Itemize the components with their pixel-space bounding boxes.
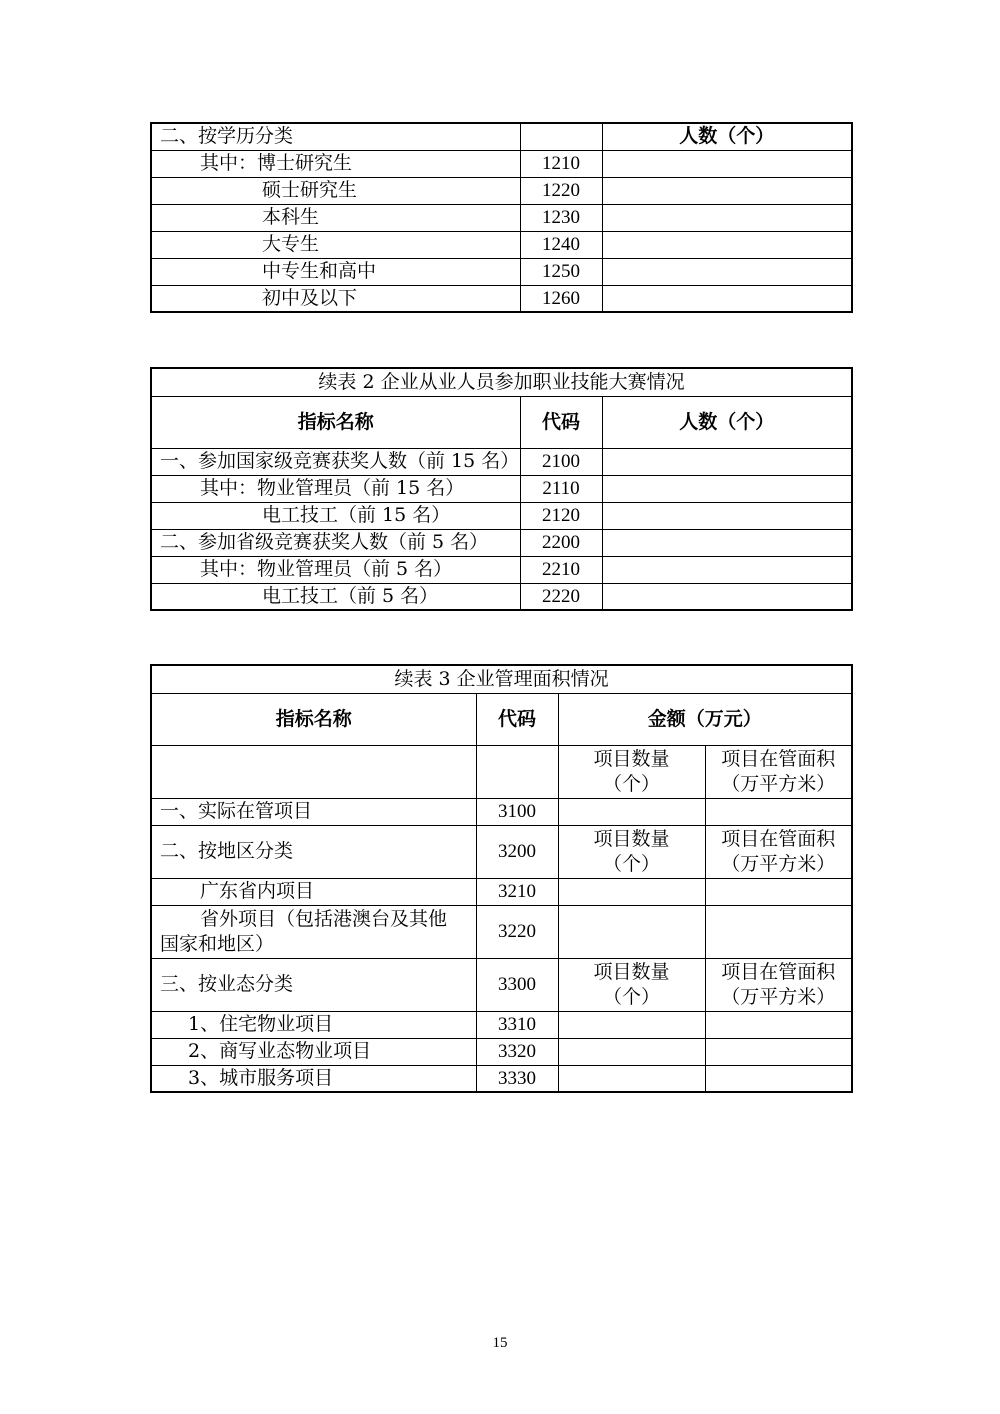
row-code: 3220 — [476, 905, 558, 958]
area-line1: 项目在管面积 — [721, 960, 836, 983]
row-name: 电工技工（前 15 名） — [151, 502, 520, 529]
row-code: 1230 — [520, 204, 602, 231]
area-header — [705, 958, 852, 1011]
row-value — [602, 583, 852, 610]
area-line2: （万平方米） — [721, 852, 836, 875]
row-code — [476, 745, 558, 798]
row-name: 其中：物业管理员（前 5 名） — [151, 556, 520, 583]
row-code: 1210 — [520, 150, 602, 177]
row-area — [705, 878, 852, 905]
row-name: 中专生和高中 — [151, 258, 520, 285]
section-header: 二、按学历分类 — [151, 123, 520, 150]
name-header: 指标名称 — [151, 396, 520, 448]
education-table — [150, 122, 853, 313]
row-count — [558, 798, 705, 825]
row-name: 初中及以下 — [151, 285, 520, 312]
area-header — [705, 825, 852, 878]
count-line1: 项目数量 — [593, 747, 670, 770]
row-value — [602, 448, 852, 475]
row-name: 三、按业态分类 — [151, 958, 476, 1011]
row-name — [151, 745, 476, 798]
area-line2: （万平方米） — [721, 985, 836, 1008]
count-line2: （个） — [602, 985, 660, 1008]
row-code: 1240 — [520, 231, 602, 258]
row-value — [602, 258, 852, 285]
row-value — [602, 285, 852, 312]
row-count — [558, 905, 705, 958]
row-code: 1260 — [520, 285, 602, 312]
area-line1: 项目在管面积 — [721, 827, 836, 850]
row-area — [705, 1011, 852, 1038]
row-name: 硕士研究生 — [151, 177, 520, 204]
row-name: 3、城市服务项目 — [151, 1065, 476, 1092]
name-line2: 国家和地区） — [160, 932, 275, 955]
row-value — [602, 556, 852, 583]
row-code: 2120 — [520, 502, 602, 529]
row-count — [558, 1011, 705, 1038]
row-name — [151, 905, 476, 958]
row-code: 3310 — [476, 1011, 558, 1038]
page-number: 15 — [492, 1335, 508, 1351]
value-header: 金额（万元） — [558, 693, 852, 745]
managed-area-table — [150, 664, 853, 1093]
row-code: 3200 — [476, 825, 558, 878]
row-name: 2、商写业态物业项目 — [151, 1038, 476, 1065]
row-value — [602, 231, 852, 258]
row-value — [602, 502, 852, 529]
row-name: 1、住宅物业项目 — [151, 1011, 476, 1038]
row-code: 3300 — [476, 958, 558, 1011]
row-code: 1220 — [520, 177, 602, 204]
row-code: 2100 — [520, 448, 602, 475]
row-code: 2210 — [520, 556, 602, 583]
row-name: 二、按地区分类 — [151, 825, 476, 878]
row-name: 一、参加国家级竞赛获奖人数（前 15 名） — [151, 448, 520, 475]
count-header — [558, 958, 705, 1011]
row-value — [602, 177, 852, 204]
row-code: 2220 — [520, 583, 602, 610]
area-header — [705, 745, 852, 798]
row-count — [558, 1065, 705, 1092]
name-line1: 省外项目（包括港澳台及其他 — [200, 907, 448, 930]
count-line2: （个） — [602, 852, 660, 875]
row-area — [705, 1065, 852, 1092]
row-code: 3210 — [476, 878, 558, 905]
count-header — [558, 745, 705, 798]
row-name: 电工技工（前 5 名） — [151, 583, 520, 610]
row-name: 本科生 — [151, 204, 520, 231]
row-name: 二、参加省级竞赛获奖人数（前 5 名） — [151, 529, 520, 556]
value-header: 人数（个） — [602, 123, 852, 150]
row-value — [602, 150, 852, 177]
row-name: 其中：物业管理员（前 15 名） — [151, 475, 520, 502]
count-line2: （个） — [602, 772, 660, 795]
row-name: 大专生 — [151, 231, 520, 258]
table-title: 续表 2 企业从业人员参加职业技能大赛情况 — [151, 368, 852, 396]
count-line1: 项目数量 — [593, 827, 670, 850]
row-code: 3330 — [476, 1065, 558, 1092]
row-value — [602, 529, 852, 556]
skills-competition-table — [150, 367, 853, 611]
row-value — [602, 204, 852, 231]
code-header: 代码 — [520, 396, 602, 448]
row-code: 2200 — [520, 529, 602, 556]
code-header: 代码 — [476, 693, 558, 745]
row-area — [705, 905, 852, 958]
row-count — [558, 878, 705, 905]
value-header: 人数（个） — [602, 396, 852, 448]
row-code: 1250 — [520, 258, 602, 285]
area-line2: （万平方米） — [721, 772, 836, 795]
row-name: 广东省内项目 — [151, 878, 476, 905]
row-name: 其中：博士研究生 — [151, 150, 520, 177]
name-header: 指标名称 — [151, 693, 476, 745]
row-name: 一、实际在管项目 — [151, 798, 476, 825]
count-header — [558, 825, 705, 878]
code-header — [520, 123, 602, 150]
area-line1: 项目在管面积 — [721, 747, 836, 770]
table-title: 续表 3 企业管理面积情况 — [151, 665, 852, 693]
row-area — [705, 798, 852, 825]
row-value — [602, 475, 852, 502]
row-code: 3100 — [476, 798, 558, 825]
row-count — [558, 1038, 705, 1065]
row-code: 3320 — [476, 1038, 558, 1065]
count-line1: 项目数量 — [593, 960, 670, 983]
row-code: 2110 — [520, 475, 602, 502]
row-area — [705, 1038, 852, 1065]
